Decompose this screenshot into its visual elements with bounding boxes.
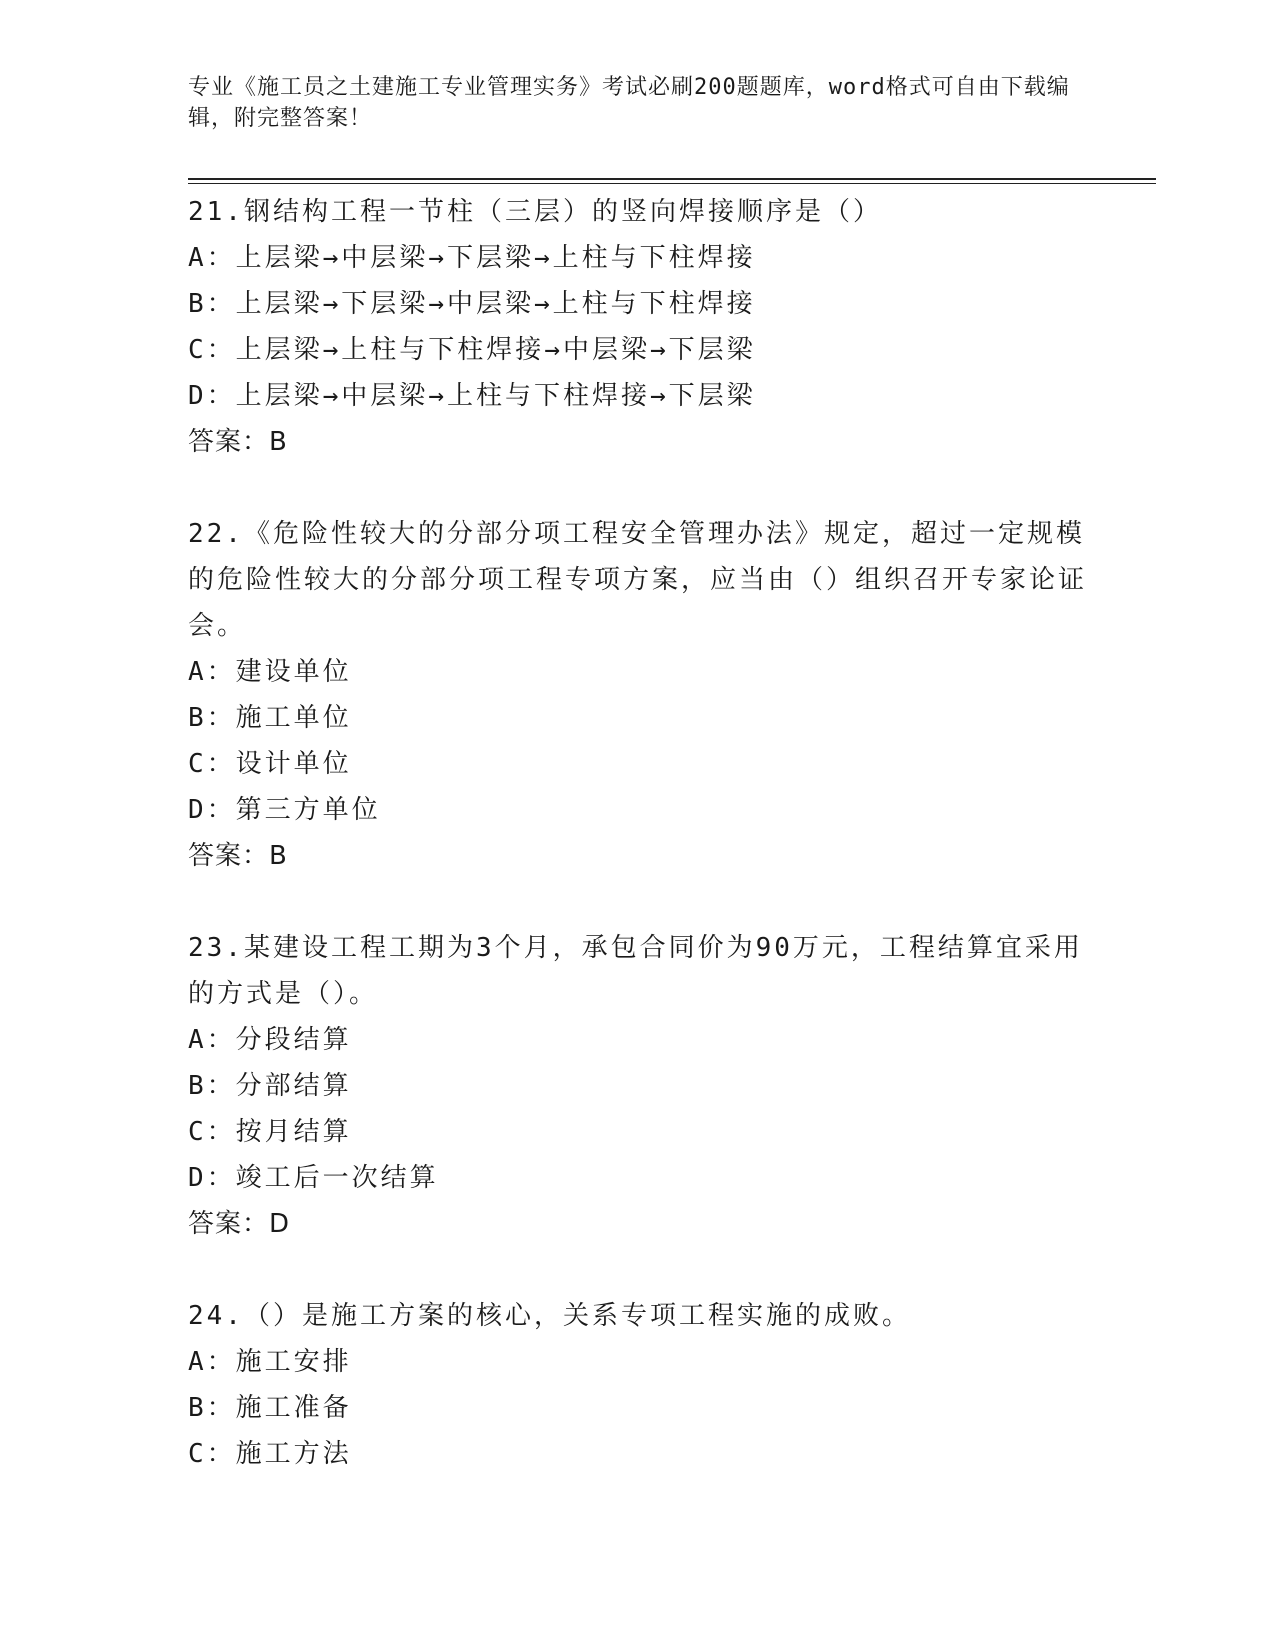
option-d: D：第三方单位: [188, 795, 381, 825]
question-text: 21.钢结构工程一节柱（三层）的竖向焊接顺序是（）: [188, 197, 882, 227]
question-24: [188, 1293, 1088, 1477]
answer: 答案：D: [188, 1209, 291, 1239]
option-c: C：施工方法: [188, 1439, 352, 1469]
question-text: 22.《危险性较大的分部分项工程安全管理办法》规定，超过一定规模的危险性较大的分部分项工程专项方案，应当由（）组织召开专家论证会。: [188, 519, 1088, 641]
option-b: B：施工准备: [188, 1393, 352, 1423]
option-a: A：分段结算: [188, 1025, 352, 1055]
question-list: [188, 189, 1088, 1477]
question-22: [188, 511, 1088, 879]
question-23: [188, 925, 1088, 1247]
option-c: C：按月结算: [188, 1117, 352, 1147]
answer: 答案：B: [188, 427, 288, 457]
option-d: D：上层梁→中层梁→上柱与下柱焊接→下层梁: [188, 381, 756, 411]
option-b: B：分部结算: [188, 1071, 352, 1101]
header-divider-thin: [188, 183, 1156, 184]
option-c: C：设计单位: [188, 749, 352, 779]
option-b: B：上层梁→下层梁→中层梁→上柱与下柱焊接: [188, 289, 756, 319]
option-a: A：上层梁→中层梁→下层梁→上柱与下柱焊接: [188, 243, 756, 273]
question-21: [188, 189, 1088, 465]
header-divider-thick: [188, 178, 1156, 180]
document-header: 专业《施工员之土建施工专业管理实务》考试必刷200题题库，word格式可自由下载编辑，附完整答案！: [188, 75, 1070, 131]
option-a: A：建设单位: [188, 657, 352, 687]
option-d: D：竣工后一次结算: [188, 1163, 439, 1193]
question-text: 23.某建设工程工期为3个月，承包合同价为90万元，工程结算宜采用的方式是（）。: [188, 933, 1083, 1009]
option-c: C：上层梁→上柱与下柱焊接→中层梁→下层梁: [188, 335, 756, 365]
question-text: 24.（）是施工方案的核心，关系专项工程实施的成败。: [188, 1301, 911, 1331]
answer: 答案：B: [188, 841, 288, 871]
option-a: A：施工安排: [188, 1347, 352, 1377]
option-b: B：施工单位: [188, 703, 352, 733]
